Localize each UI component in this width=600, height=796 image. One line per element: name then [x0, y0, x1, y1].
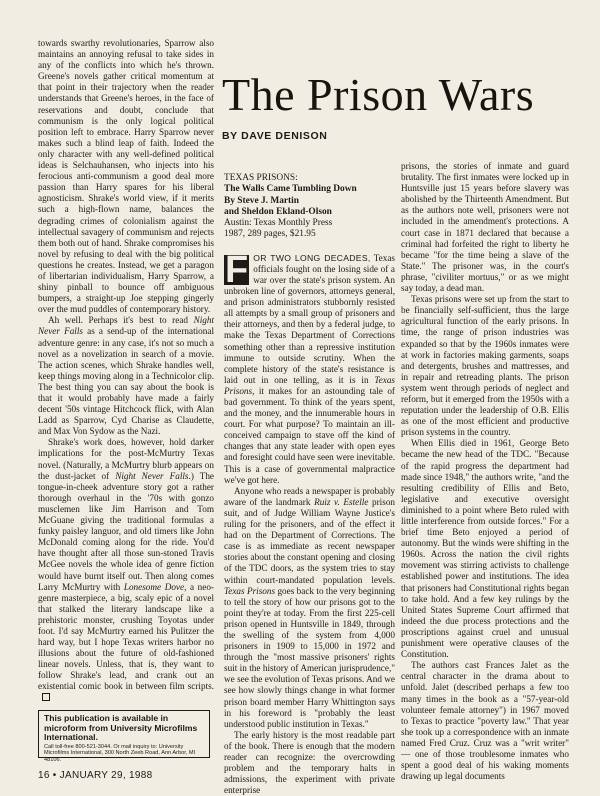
- text-run: Texas officials fought on the losing side of a war over the state's prison system. An unbroken line of governors, attorneys general, and prison administrators stubbornly resisted all attempts by a small group of prisoners and their attorneys, and then by a federal judge, to make the Texas Department of Corrections something other than a repressive institution immune to outside scrutiny. When the complete history of the state's resistance is laid out in one telling, as it is in: [224, 252, 395, 385]
- book-title-italic: Night Never Falls: [38, 315, 214, 337]
- drop-cap: F: [225, 248, 249, 291]
- page-footer: 16 • JANUARY 29, 1988: [38, 770, 153, 781]
- book-title-italic: Texas Prisons: [224, 374, 395, 396]
- text-run: prison suit, and of Judge William Wayne Justice's ruling for the prisoners, and of the effect it had on the Department of Corrections. The case is as immediate as recent newspaper stories about the constant opening and closing of the TDC doors, as the system tries to stay within court-mandated population levels.: [224, 496, 395, 585]
- text-run: , a neo-genre masterpiece, a big, scaly epic of a novel that stalked the literary landscape like a prehistoric monster, crushing Toyotas under foot. I'd say McMurtry earned his Pulitzer the hard way, but I hope Texas writers harbor no illusions about the future of old-fashioned linear novels. Unless, that is, they want to follow Shrake's lead, and crank out an existential comic book in between film scripts.: [38, 581, 214, 692]
- book-details: 1987, 289 pages, $21.95: [224, 229, 316, 240]
- text-run: .) The tongue-in-cheek adventure story got a rather thorough overhaul in the '70s with gonzo musclemen like Jim Harrison and Tom McGuane giving the traditional formulas a funky paisley languor, and old timers like John McDonald coming along for the ride. You'd have thought after all those sun-stoned Travis McGee novels the whole idea of genre fiction would have burnt itself out. Then along comes Larry McMurtry with: [38, 470, 215, 592]
- book-authors: and Sheldon Ekland-Olson: [224, 206, 332, 217]
- body-paragraph: prisons, the stories of inmate and guard brutality. The first inmates were locked up in Huntsville just 15 years before slavery was abolished by the Thirteenth Amendment. But as the authors note well, prisoners were not included in the amendment's protections. A court case in 1871 declared that because a criminal had forfeited the right to liberty he became "for the time being a slave of the State." The prisoner was, in the court's phrase, "civiliter mortuus," or as we might say today, a dead man.: [401, 161, 569, 294]
- body-paragraph: [38, 437, 214, 703]
- case-name-italic: Ruiz v. Estelle: [314, 496, 369, 507]
- text-run: Shrake's work does, however, hold darker implications for the post-McMurtry Texas novel. (Naturally, a McMurtry blurb appears on the dust-jacket of: [38, 437, 214, 481]
- book-subtitle: The Walls Came Tumbling Down: [224, 184, 357, 195]
- text-run: goes back to the very beginning to tell the story of how our prisons got to the point they're at today. From the first 225-cell prison opened in Huntsville in 1849, through the swelling of the system from 4,000 prisoners in 1909 to 15,000 in 1972 and through the "most massive prisoners' rights suit in the history of American jurisprudence," we see the evolution of Texas prisons. And we see how slowly things change in what former prison board member Harry Whittington says in his foreword is "probably the least understood public institution in Texas.": [224, 585, 396, 729]
- text-run: , it makes for an astounding tale of bad government. To think of the years spent, and the money, and the innumerable hours in court. For what purpose? To maintain an ill-conceived campaign to stave off the kind of changes that any state leader with open eyes and foresight could have seen were inevitable. This is a case of governmental malpractice we've got here.: [224, 385, 395, 485]
- body-paragraph: The authors cast Frances Jalet as the central character in the drama about to unfold. Jalet (described perhaps a few too many times in the book as a "57-year-old volunteer female attorney") in 1967 moved to Texas to practice "poverty law." That year she took up a correspondence with an inmate named Fred Cruz. Cruz was a "writ writer" — one of those troublesome inmates who spent a good deal of his waking moments drawing up legal documents: [401, 660, 569, 782]
- microfilm-headline: This publication is available in microform from University Microfilms International.: [44, 713, 198, 743]
- body-paragraph: [224, 248, 395, 486]
- previous-review-column: [38, 38, 214, 704]
- book-publisher: Austin: Texas Monthly Press: [224, 218, 333, 229]
- article-column-1: [224, 173, 395, 796]
- body-paragraph: towards swarthy revolutionaries, Sparrow also maintains an annoying refusal to take sides in any of the conflicts into which he's thrown. Greene's novels gather critical momentum at that point in their trajectory when the reader understands that Greene's heroes, in the face of reservations and doubt, conclude that communism is the only logical political position left to embrace. Harry Sparrow never makes such a blind leap of faith. Indeed the only character with any well-defined political ideas is Selchauhansen, who injects into his ferocious anti-communism a good deal more passion than Harry spares for his liberal agnosticism. Shrake's world view, if it merits such a high-flown name, balances the degrading crimes of colonialism against the intellectual savagery of communism and rejects them both out of hand. Shrake compromises his novel by refusing to deal with the big political questions he creates. Instead, we get a paragon of libertarian individualism, Harry Sparrow, a shiny pinball to bounce off ambiguous bumpers, a straight-up Joe stepping gingerly over the mud puddles of contemporary history.: [38, 38, 214, 315]
- body-paragraph: [224, 486, 395, 730]
- text-run: as a send-up of the international adventure genre: in any case, it's not so much a novel as a novelization in search of a movie. The action scenes, which Shrake handles well, keep things moving along in a Technicolor clip. The best thing you can say about the book is that it would probably have made a fairly decent '50s vintage Hitchcock flick, with Alan Ladd as Sparrow, Cyd Charise as Claudette, and Max Von Sydow as the Nazi.: [38, 326, 214, 437]
- body-paragraph: [38, 315, 214, 437]
- body-paragraph: When Ellis died in 1961, George Beto became the new head of the TDC. "Because of the rapid progress the department had made since 1948," the authors write, "and the resulting credibility of Ellis and Beto, legislative and executive oversight diminished to a point where Beto ruled with little interference from outside forces." For a brief time Beto enjoyed a period of autonomy. But the winds were shifting in the 1960s. Across the nation the civil rights movement was stirring activists to challenge established power and institutions. The idea that prisoners had Constitutional rights began to take hold. And a few key rulings by the United States Supreme Court affirmed that indeed the due process protections and the proscriptions against cruel and unusual punishment were operative clauses of the Constitution.: [401, 438, 569, 660]
- body-paragraph: The early history is the most readable part of the book. There is enough that the modern reader can recognize: the overcrowding problem and the temporary halts in admissions, the experiment with private enterprise: [224, 729, 395, 796]
- article-title: The Prison Wars: [222, 69, 535, 120]
- article-byline: BY DAVE DENISON: [222, 130, 328, 142]
- article-column-2: [401, 161, 569, 782]
- book-authors: By Steve J. Martin: [224, 195, 299, 206]
- lead-in-caps: OR TWO LONG DECADES,: [253, 252, 371, 263]
- microfilm-notice-box: [38, 710, 210, 763]
- end-of-article-mark: [42, 693, 50, 701]
- book-info-block: [224, 173, 395, 241]
- book-title-italic: Lonesome Dove: [123, 581, 185, 592]
- body-paragraph: Texas prisons were set up from the start to be financially self-sufficient, thus the large agricultural function of the early prisons. In time, the range of prison industries was expanded so that by the 1960s inmates were at work in factories making garments, soaps and detergents, brushes and mattresses, and in repair and retreading plants. The prison system went through periods of neglect and reform, but it emerged from the 1950s with a reputation under the leadership of O.B. Ellis as one of the most efficient and productive prison systems in the country.: [401, 294, 569, 438]
- microfilm-contact-info: Call toll-free 800-521-3044. Or mail inquiry to: University Microfilms International, 300 North Zeeb Road, Ann Arbor, MI 48106.: [44, 743, 196, 763]
- text-run: Anyone who reads a newspaper is probably aware of the landmark: [224, 485, 395, 507]
- book-title: TEXAS PRISONS:: [224, 173, 298, 183]
- text-run: Ah well. Perhaps it's best to read: [48, 315, 194, 326]
- book-title-italic: Texas Prisons: [224, 585, 276, 596]
- book-title-italic: Night Never Falls: [115, 470, 189, 481]
